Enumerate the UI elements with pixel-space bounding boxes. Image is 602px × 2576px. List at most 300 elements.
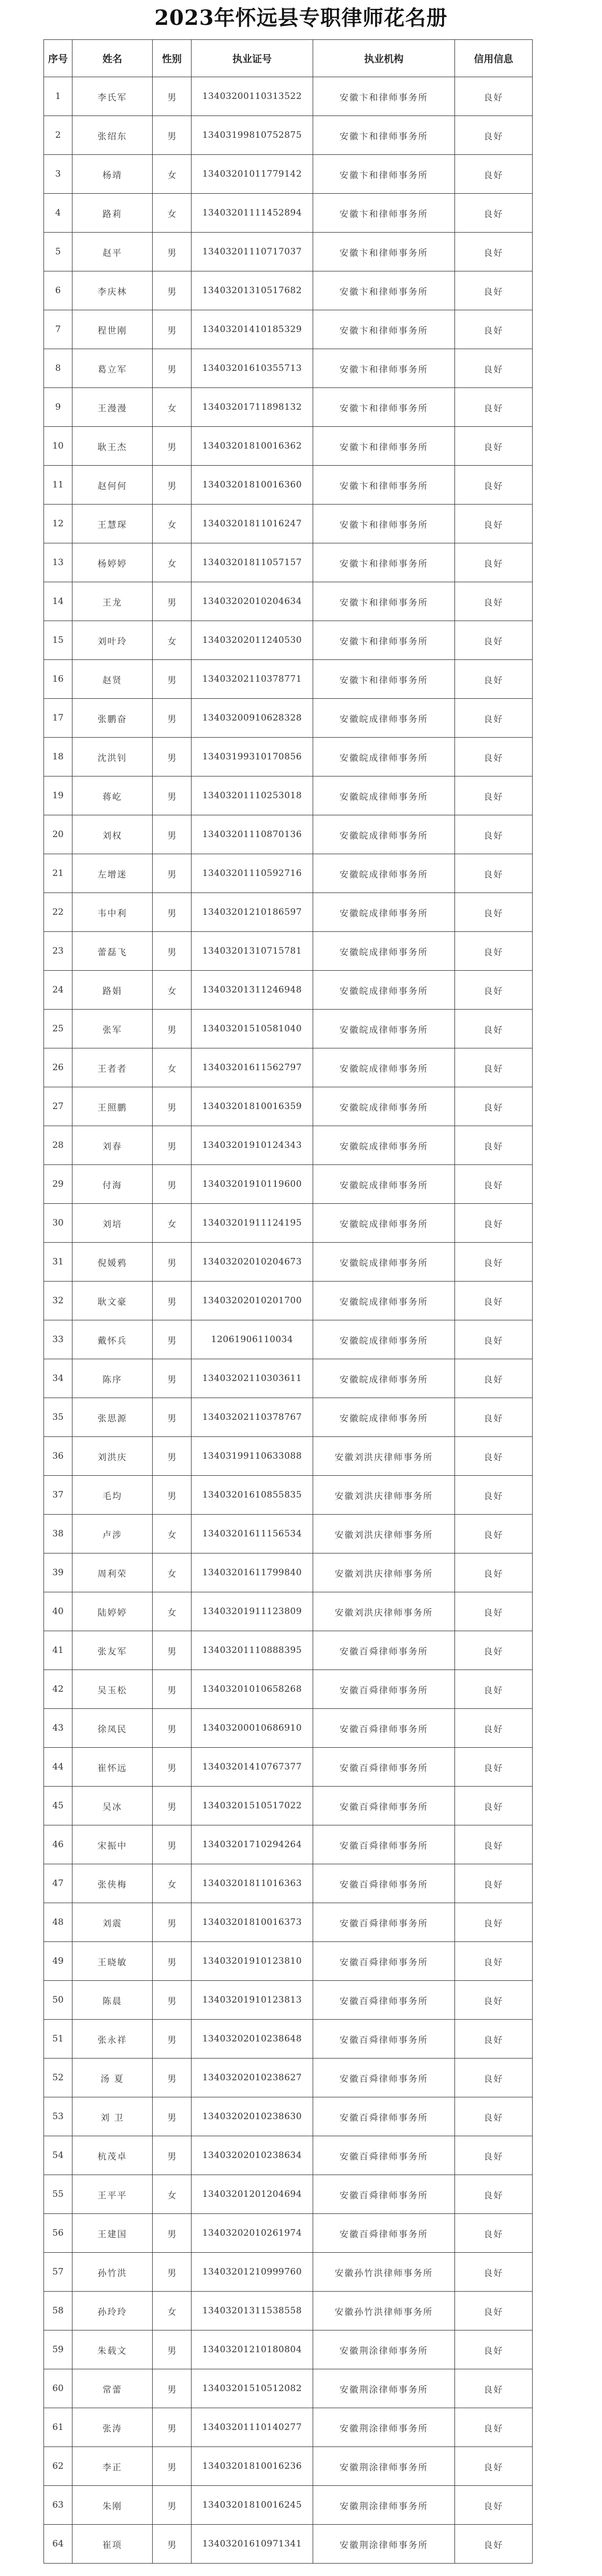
law-firm: 安徽百舜律师事务所	[313, 1864, 455, 1903]
license-number: 13403201011779142	[192, 155, 313, 194]
credit-status: 良好	[455, 2292, 533, 2330]
table-row	[44, 621, 533, 660]
credit-status: 良好	[455, 194, 533, 233]
license-number: 13403201110140277	[192, 2408, 313, 2447]
row-index: 13	[44, 543, 72, 582]
law-firm: 安徽皖成律师事务所	[313, 1204, 455, 1243]
law-firm: 安徽卞和律师事务所	[313, 582, 455, 621]
lawyer-name: 陆婷婷	[72, 1592, 153, 1631]
row-index: 25	[44, 1010, 72, 1048]
row-index: 56	[44, 2214, 72, 2253]
row-index: 35	[44, 1398, 72, 1437]
law-firm: 安徽皖成律师事务所	[313, 1165, 455, 1204]
credit-status: 良好	[455, 2175, 533, 2214]
credit-status: 良好	[455, 1048, 533, 1087]
row-index: 34	[44, 1359, 72, 1398]
credit-status: 良好	[455, 1087, 533, 1126]
lawyer-name: 崔项	[72, 2525, 153, 2564]
law-firm: 安徽刘洪庆律师事务所	[313, 1592, 455, 1631]
law-firm: 安徽百舜律师事务所	[313, 2059, 455, 2097]
lawyer-gender: 男	[153, 310, 192, 349]
law-firm: 安徽刘洪庆律师事务所	[313, 1553, 455, 1592]
row-index: 62	[44, 2447, 72, 2486]
credit-status: 良好	[455, 1243, 533, 1282]
lawyer-name: 张涛	[72, 2408, 153, 2447]
law-firm: 安徽百舜律师事务所	[313, 1981, 455, 2020]
license-number: 13403201201204694	[192, 2175, 313, 2214]
lawyer-gender: 男	[153, 1126, 192, 1165]
lawyer-gender: 男	[153, 1476, 192, 1515]
license-number: 13403201811057157	[192, 543, 313, 582]
license-number: 13403201711898132	[192, 388, 313, 427]
lawyer-gender: 男	[153, 233, 192, 271]
lawyer-name: 刘培	[72, 1204, 153, 1243]
lawyer-name: 吴玉松	[72, 1670, 153, 1709]
table-row	[44, 660, 533, 699]
credit-status: 良好	[455, 621, 533, 660]
table-row	[44, 854, 533, 893]
license-number: 13403202010204634	[192, 582, 313, 621]
row-index: 28	[44, 1126, 72, 1165]
row-index: 5	[44, 233, 72, 271]
credit-status: 良好	[455, 1903, 533, 1942]
lawyer-gender: 男	[153, 427, 192, 466]
row-index: 12	[44, 505, 72, 543]
lawyer-name: 李氏军	[72, 77, 153, 116]
lawyer-name: 毛均	[72, 1476, 153, 1515]
lawyer-name: 刘权	[72, 815, 153, 854]
lawyer-name: 张永祥	[72, 2020, 153, 2059]
row-index: 39	[44, 1553, 72, 1592]
license-number: 13403200910628328	[192, 699, 313, 738]
table-row	[44, 1942, 533, 1981]
license-number: 13403201811016363	[192, 1864, 313, 1903]
credit-status: 良好	[455, 2136, 533, 2175]
credit-status: 良好	[455, 427, 533, 466]
table-row	[44, 116, 533, 155]
license-number: 13403202110378771	[192, 660, 313, 699]
credit-status: 良好	[455, 1476, 533, 1515]
credit-status: 良好	[455, 2059, 533, 2097]
law-firm: 安徽皖成律师事务所	[313, 699, 455, 738]
lawyer-gender: 男	[153, 1398, 192, 1437]
lawyer-name: 左增迷	[72, 854, 153, 893]
row-index: 46	[44, 1825, 72, 1864]
lawyer-gender: 男	[153, 2486, 192, 2525]
table-row	[44, 1631, 533, 1670]
license-number: 13403201310715781	[192, 932, 313, 971]
lawyer-name: 孙玲玲	[72, 2292, 153, 2330]
lawyer-name: 赵何何	[72, 466, 153, 505]
license-number: 13403199110633088	[192, 1437, 313, 1476]
law-firm: 安徽百舜律师事务所	[313, 1748, 455, 1787]
table-row	[44, 505, 533, 543]
license-number: 13403201710294264	[192, 1825, 313, 1864]
lawyer-name: 韦中利	[72, 893, 153, 932]
law-firm: 安徽卞和律师事务所	[313, 233, 455, 271]
credit-status: 良好	[455, 1165, 533, 1204]
credit-status: 良好	[455, 2486, 533, 2525]
law-firm: 安徽百舜律师事务所	[313, 2175, 455, 2214]
lawyer-name: 葛立军	[72, 349, 153, 388]
credit-status: 良好	[455, 1010, 533, 1048]
row-index: 1	[44, 77, 72, 116]
table-row	[44, 77, 533, 116]
lawyer-gender: 男	[153, 1709, 192, 1748]
lawyer-name: 卢涉	[72, 1515, 153, 1553]
law-firm: 安徽卞和律师事务所	[313, 543, 455, 582]
table-row	[44, 1670, 533, 1709]
law-firm: 安徽孙竹洪律师事务所	[313, 2253, 455, 2292]
lawyer-gender: 男	[153, 2020, 192, 2059]
row-index: 60	[44, 2369, 72, 2408]
table-row	[44, 1320, 533, 1359]
lawyer-gender: 女	[153, 155, 192, 194]
row-index: 10	[44, 427, 72, 466]
law-firm: 安徽百舜律师事务所	[313, 1631, 455, 1670]
row-index: 49	[44, 1942, 72, 1981]
lawyer-gender: 女	[153, 505, 192, 543]
lawyer-name: 刘震	[72, 1903, 153, 1942]
license-number: 13403201410767377	[192, 1748, 313, 1787]
law-firm: 安徽皖成律师事务所	[313, 1126, 455, 1165]
lawyer-gender: 女	[153, 2175, 192, 2214]
lawyer-name: 李庆林	[72, 271, 153, 310]
license-number: 13403201110592716	[192, 854, 313, 893]
lawyer-name: 杨婷婷	[72, 543, 153, 582]
lawyer-name: 蕾磊飞	[72, 932, 153, 971]
table-row	[44, 699, 533, 738]
credit-status: 良好	[455, 310, 533, 349]
law-firm: 安徽皖成律师事务所	[313, 815, 455, 854]
license-number: 13403201110870136	[192, 815, 313, 854]
lawyer-gender: 男	[153, 1359, 192, 1398]
table-row	[44, 2486, 533, 2525]
license-number: 13403201510512082	[192, 2369, 313, 2408]
row-index: 26	[44, 1048, 72, 1087]
table-row	[44, 1087, 533, 1126]
lawyer-name: 程世刚	[72, 310, 153, 349]
table-row	[44, 2253, 533, 2292]
license-number: 13403202010238627	[192, 2059, 313, 2097]
table-row	[44, 1903, 533, 1942]
lawyer-gender: 男	[153, 2059, 192, 2097]
credit-status: 良好	[455, 155, 533, 194]
lawyer-name: 陈晨	[72, 1981, 153, 2020]
row-index: 37	[44, 1476, 72, 1515]
table-row	[44, 1709, 533, 1748]
lawyer-name: 杨靖	[72, 155, 153, 194]
row-index: 45	[44, 1787, 72, 1825]
license-number: 13403202110378767	[192, 1398, 313, 1437]
license-number: 13403201910119600	[192, 1165, 313, 1204]
row-index: 36	[44, 1437, 72, 1476]
row-index: 59	[44, 2330, 72, 2369]
table-row	[44, 815, 533, 854]
license-number: 13403201110888395	[192, 1631, 313, 1670]
license-number: 13403199810752875	[192, 116, 313, 155]
row-index: 64	[44, 2525, 72, 2564]
row-index: 17	[44, 699, 72, 738]
license-number: 13403201210999760	[192, 2253, 313, 2292]
law-firm: 安徽荆涂律师事务所	[313, 2408, 455, 2447]
law-firm: 安徽皖成律师事务所	[313, 854, 455, 893]
lawyer-gender: 男	[153, 1942, 192, 1981]
lawyer-name: 王慧琛	[72, 505, 153, 543]
credit-status: 良好	[455, 349, 533, 388]
credit-status: 良好	[455, 2525, 533, 2564]
table-row	[44, 1553, 533, 1592]
lawyer-name: 付海	[72, 1165, 153, 1204]
credit-status: 良好	[455, 738, 533, 776]
lawyer-gender: 男	[153, 116, 192, 155]
row-index: 30	[44, 1204, 72, 1243]
law-firm: 安徽刘洪庆律师事务所	[313, 1515, 455, 1553]
row-index: 42	[44, 1670, 72, 1709]
lawyer-gender: 女	[153, 543, 192, 582]
lawyer-gender: 女	[153, 1553, 192, 1592]
header-license: 执业证号	[192, 40, 313, 77]
lawyer-name: 王漫漫	[72, 388, 153, 427]
row-index: 47	[44, 1864, 72, 1903]
credit-status: 良好	[455, 1515, 533, 1553]
license-number: 12061906110034	[192, 1320, 313, 1359]
lawyer-gender: 男	[153, 2214, 192, 2253]
table-row	[44, 233, 533, 271]
license-number: 13403201110717037	[192, 233, 313, 271]
credit-status: 良好	[455, 2253, 533, 2292]
table-row	[44, 2447, 533, 2486]
table-row	[44, 2330, 533, 2369]
table-row	[44, 893, 533, 932]
license-number: 13403201610855835	[192, 1476, 313, 1515]
lawyer-gender: 女	[153, 1048, 192, 1087]
license-number: 13403201810016373	[192, 1903, 313, 1942]
header-firm: 执业机构	[313, 40, 455, 77]
credit-status: 良好	[455, 854, 533, 893]
lawyer-name: 杭茂卓	[72, 2136, 153, 2175]
row-index: 23	[44, 932, 72, 971]
license-number: 13403201810016236	[192, 2447, 313, 2486]
license-number: 13403200010686910	[192, 1709, 313, 1748]
law-firm: 安徽皖成律师事务所	[313, 776, 455, 815]
lawyer-gender: 男	[153, 1010, 192, 1048]
license-number: 13403201010658268	[192, 1670, 313, 1709]
lawyer-gender: 男	[153, 854, 192, 893]
credit-status: 良好	[455, 2020, 533, 2059]
row-index: 57	[44, 2253, 72, 2292]
table-row	[44, 1437, 533, 1476]
row-index: 31	[44, 1243, 72, 1282]
row-index: 19	[44, 776, 72, 815]
row-index: 16	[44, 660, 72, 699]
lawyer-gender: 男	[153, 1787, 192, 1825]
table-row	[44, 2097, 533, 2136]
credit-status: 良好	[455, 1437, 533, 1476]
lawyer-gender: 男	[153, 1437, 192, 1476]
credit-status: 良好	[455, 699, 533, 738]
law-firm: 安徽皖成律师事务所	[313, 1243, 455, 1282]
header-index: 序号	[44, 40, 72, 77]
row-index: 2	[44, 116, 72, 155]
license-number: 13403201810016360	[192, 466, 313, 505]
lawyer-name: 朱刚	[72, 2486, 153, 2525]
law-firm: 安徽卞和律师事务所	[313, 77, 455, 116]
lawyer-name: 王晓敏	[72, 1942, 153, 1981]
row-index: 40	[44, 1592, 72, 1631]
law-firm: 安徽卞和律师事务所	[313, 466, 455, 505]
license-number: 13403201911123809	[192, 1592, 313, 1631]
lawyer-gender: 女	[153, 971, 192, 1010]
law-firm: 安徽百舜律师事务所	[313, 1670, 455, 1709]
row-index: 51	[44, 2020, 72, 2059]
table-row	[44, 349, 533, 388]
table-row	[44, 1282, 533, 1320]
lawyer-gender: 女	[153, 194, 192, 233]
row-index: 22	[44, 893, 72, 932]
row-index: 24	[44, 971, 72, 1010]
license-number: 13403201810016245	[192, 2486, 313, 2525]
lawyer-name: 王平平	[72, 2175, 153, 2214]
law-firm: 安徽百舜律师事务所	[313, 1903, 455, 1942]
license-number: 13403201911124195	[192, 1204, 313, 1243]
law-firm: 安徽百舜律师事务所	[313, 1942, 455, 1981]
lawyer-gender: 男	[153, 2136, 192, 2175]
credit-status: 良好	[455, 776, 533, 815]
lawyer-gender: 男	[153, 582, 192, 621]
credit-status: 良好	[455, 2214, 533, 2253]
table-row	[44, 1165, 533, 1204]
lawyer-name: 张友军	[72, 1631, 153, 1670]
license-number: 13403201810016359	[192, 1087, 313, 1126]
license-number: 13403201111452894	[192, 194, 313, 233]
table-row	[44, 738, 533, 776]
lawyer-name: 耿文豪	[72, 1282, 153, 1320]
license-number: 13403201611156534	[192, 1515, 313, 1553]
license-number: 13403201610971341	[192, 2525, 313, 2564]
header-credit: 信用信息	[455, 40, 533, 77]
law-firm: 安徽百舜律师事务所	[313, 2214, 455, 2253]
table-row	[44, 1748, 533, 1787]
table-row	[44, 388, 533, 427]
license-number: 13403201210180804	[192, 2330, 313, 2369]
lawyer-name: 王龙	[72, 582, 153, 621]
credit-status: 良好	[455, 505, 533, 543]
license-number: 13403201510581040	[192, 1010, 313, 1048]
credit-status: 良好	[455, 1359, 533, 1398]
lawyer-name: 陈序	[72, 1359, 153, 1398]
credit-status: 良好	[455, 1670, 533, 1709]
table-row	[44, 582, 533, 621]
lawyer-gender: 男	[153, 2408, 192, 2447]
credit-status: 良好	[455, 1631, 533, 1670]
table-row	[44, 1825, 533, 1864]
license-number: 13403201611799840	[192, 1553, 313, 1592]
table-row	[44, 2214, 533, 2253]
credit-status: 良好	[455, 1282, 533, 1320]
law-firm: 安徽荆涂律师事务所	[313, 2486, 455, 2525]
credit-status: 良好	[455, 1709, 533, 1748]
law-firm: 安徽荆涂律师事务所	[313, 2369, 455, 2408]
table-row	[44, 2059, 533, 2097]
credit-status: 良好	[455, 1320, 533, 1359]
credit-status: 良好	[455, 1981, 533, 2020]
license-number: 13403202110303611	[192, 1359, 313, 1398]
law-firm: 安徽卞和律师事务所	[313, 505, 455, 543]
credit-status: 良好	[455, 1864, 533, 1903]
lawyer-name: 常蕾	[72, 2369, 153, 2408]
row-index: 27	[44, 1087, 72, 1126]
credit-status: 良好	[455, 2369, 533, 2408]
license-number: 13403202010201700	[192, 1282, 313, 1320]
lawyer-gender: 男	[153, 1243, 192, 1282]
header-gender: 性别	[153, 40, 192, 77]
lawyer-name: 刘春	[72, 1126, 153, 1165]
lawyer-gender: 男	[153, 2447, 192, 2486]
license-number: 13403201310517682	[192, 271, 313, 310]
lawyer-gender: 男	[153, 1903, 192, 1942]
table-row	[44, 194, 533, 233]
lawyer-gender: 男	[153, 1981, 192, 2020]
license-number: 13403202010204673	[192, 1243, 313, 1282]
credit-status: 良好	[455, 1398, 533, 1437]
lawyer-name: 孙竹洪	[72, 2253, 153, 2292]
law-firm: 安徽百舜律师事务所	[313, 2097, 455, 2136]
row-index: 8	[44, 349, 72, 388]
law-firm: 安徽卞和律师事务所	[313, 621, 455, 660]
license-number: 13403201910123810	[192, 1942, 313, 1981]
lawyer-gender: 男	[153, 2330, 192, 2369]
lawyer-name: 张鹏奋	[72, 699, 153, 738]
table-row	[44, 1981, 533, 2020]
table-row	[44, 1010, 533, 1048]
table-row	[44, 1515, 533, 1553]
law-firm: 安徽荆涂律师事务所	[313, 2525, 455, 2564]
lawyer-name: 张侠梅	[72, 1864, 153, 1903]
row-index: 41	[44, 1631, 72, 1670]
table-row	[44, 1476, 533, 1515]
license-number: 13403201610355713	[192, 349, 313, 388]
table-row	[44, 2369, 533, 2408]
row-index: 18	[44, 738, 72, 776]
credit-status: 良好	[455, 1204, 533, 1243]
lawyer-gender: 男	[153, 932, 192, 971]
table-row	[44, 2020, 533, 2059]
page-title: 2023年怀远县专职律师花名册	[154, 6, 448, 30]
credit-status: 良好	[455, 1748, 533, 1787]
law-firm: 安徽皖成律师事务所	[313, 1010, 455, 1048]
law-firm: 安徽百舜律师事务所	[313, 2020, 455, 2059]
table-row	[44, 1398, 533, 1437]
law-firm: 安徽百舜律师事务所	[313, 1709, 455, 1748]
table-row	[44, 971, 533, 1010]
lawyer-name: 王者者	[72, 1048, 153, 1087]
lawyer-gender: 男	[153, 776, 192, 815]
credit-status: 良好	[455, 1825, 533, 1864]
credit-status: 良好	[455, 582, 533, 621]
law-firm: 安徽皖成律师事务所	[313, 932, 455, 971]
lawyer-name: 赵贤	[72, 660, 153, 699]
lawyer-name: 刘洪庆	[72, 1437, 153, 1476]
law-firm: 安徽百舜律师事务所	[313, 2136, 455, 2175]
table-row	[44, 310, 533, 349]
lawyer-gender: 男	[153, 1825, 192, 1864]
credit-status: 良好	[455, 2447, 533, 2486]
credit-status: 良好	[455, 543, 533, 582]
law-firm: 安徽卞和律师事务所	[313, 349, 455, 388]
lawyer-name: 李正	[72, 2447, 153, 2486]
credit-status: 良好	[455, 971, 533, 1010]
